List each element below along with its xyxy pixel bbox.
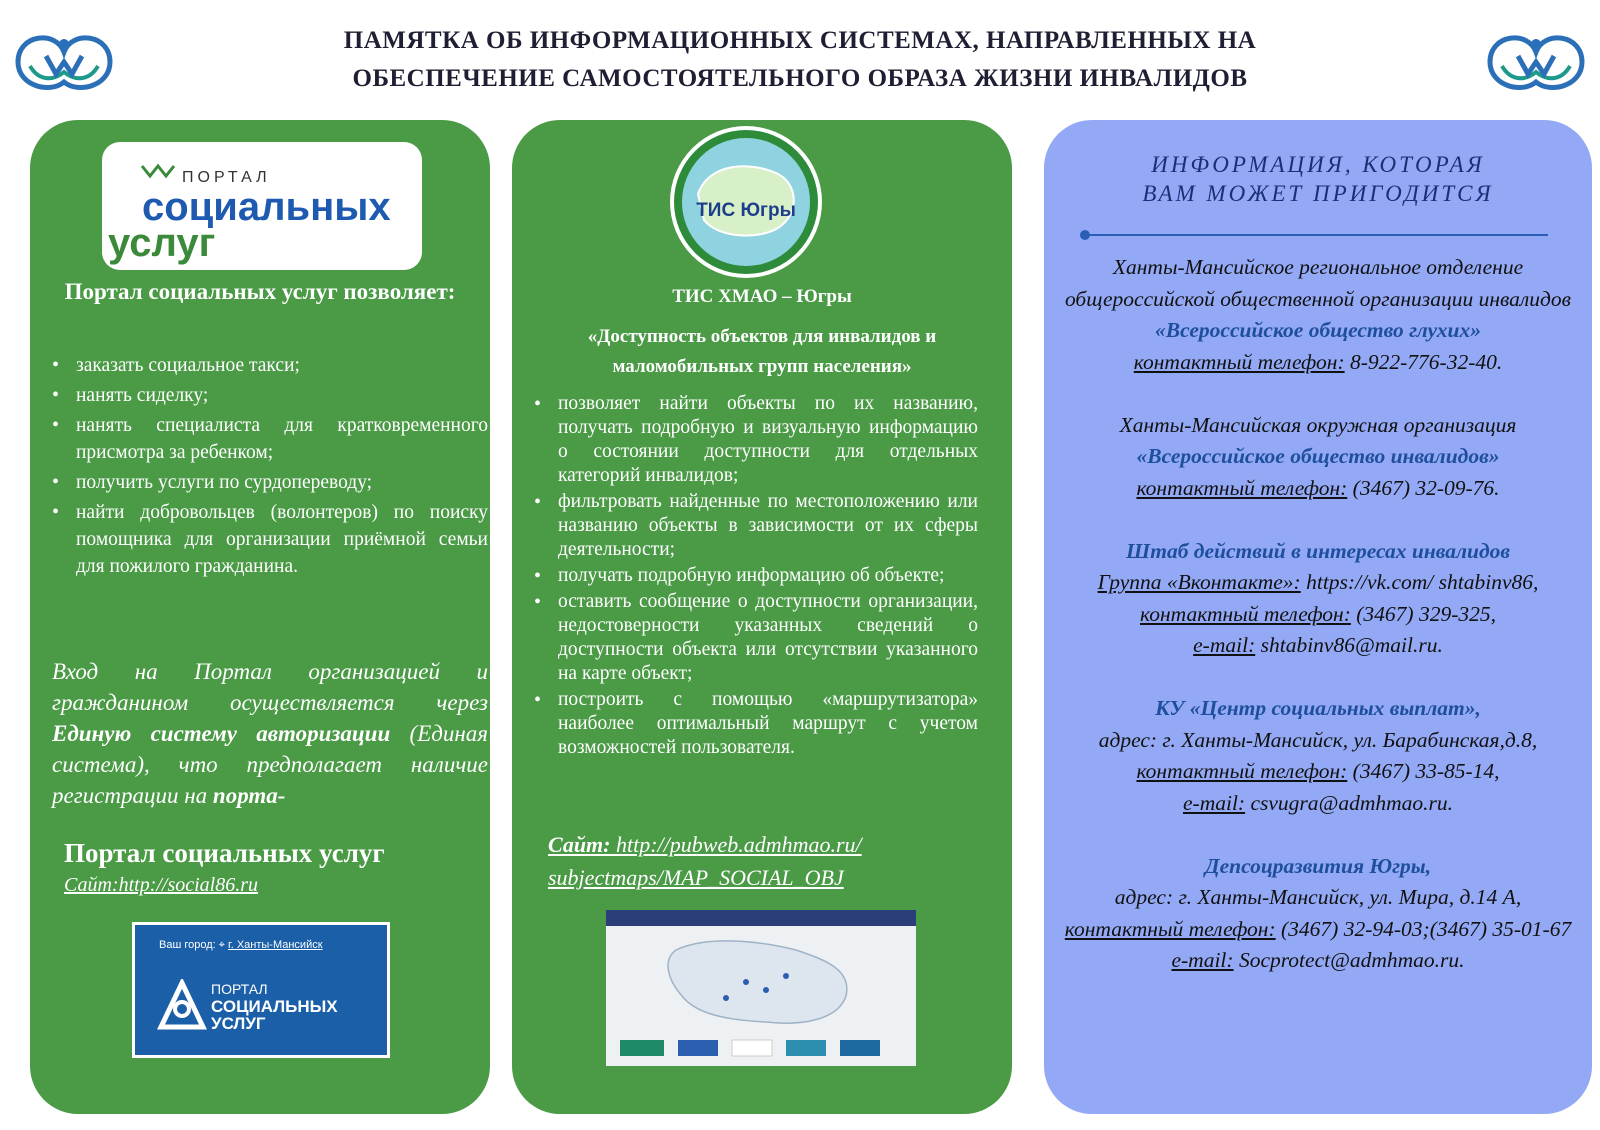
tis-ugra-logo xyxy=(668,124,824,280)
banner-portal-text: ПОРТАЛ СОЦИАЛЬНЫХ УСЛУГ xyxy=(211,981,338,1033)
portal-banner-screenshot xyxy=(132,922,390,1058)
emblem-logo-right xyxy=(1480,22,1592,104)
logo-text-bottom: услуг xyxy=(108,221,216,265)
divider-line xyxy=(1084,234,1548,236)
list-item: • нанять специалиста для кратковременного присмотра за ребенком; xyxy=(52,414,488,463)
social-portal-panel xyxy=(30,120,490,1114)
tis-logo-text: ТИС Югры xyxy=(696,200,796,221)
contact-block-deaf-society: Ханты-Мансийское региональное отделение общероссийской общественной организации инвалидов «Всероссийское общество глухих» контактный телефон: 8-922-776-32-40. xyxy=(1064,255,1572,374)
list-item: • найти добровольцев (волонтеров) по поиску помощника для организации приёмной семьи для пожилого гражданина. xyxy=(52,501,488,577)
email-link[interactable]: Socprotect@admhmao.ru. xyxy=(1233,948,1465,972)
list-item: • фильтровать найденные по местоположению или названию объекты в зависимости от их сферы деятельности; xyxy=(534,491,978,560)
portal-name: Портал социальных услуг xyxy=(64,838,385,868)
email-link[interactable]: csvugra@admhmao.ru. xyxy=(1245,790,1453,815)
contact-block-headquarters: Штаб действий в интересах инвалидов Группа «Вконтакте»: https://vk.com/ shtabinv86, контактный телефон: (3467) 329-325, e-mail: shtabinv86@mail.ru. xyxy=(1097,538,1539,657)
tis-features-list xyxy=(532,392,978,762)
social-portal-logo xyxy=(102,142,422,270)
contact-block-payments-center: КУ «Центр социальных выплат», адрес: г. Ханты-Мансийск, ул. Барабинская,д.8, контактный телефон: (3467) 33-85-14, e-mail: csvugra@admhmao.ru. xyxy=(1098,696,1538,815)
vk-link[interactable]: https://vk.com/ shtabinv86, xyxy=(1300,570,1539,594)
city-selector: Ваш город: ⌖ г. Ханты-Мансийск xyxy=(159,939,323,951)
page-title-line1: ПАМЯТКА ОБ ИНФОРМАЦИОННЫХ СИСТЕМАХ, НАПРАВЛЕННЫХ НА xyxy=(343,27,1257,54)
portal-heading: Портал социальных услуг позволяет: xyxy=(64,279,456,304)
emblem-logo-left xyxy=(8,22,120,104)
portal-triangle-icon xyxy=(157,979,207,1033)
page-title xyxy=(150,22,1450,98)
tis-site-link[interactable]: Сайт: http://pubweb.admhmao.ru/ subjectmaps/MAP_SOCIAL_OBJ xyxy=(548,832,862,890)
useful-info-panel xyxy=(1044,120,1592,1114)
location-icon: ⌖ xyxy=(218,939,225,951)
contact-block-disabled-society: Ханты-Мансийская окружная организация «Всероссийское общество инвалидов» контактный телефон: (3467) 32-09-76. xyxy=(1119,412,1517,500)
logo-text-main: социальных xyxy=(142,185,391,229)
login-note: Вход на Портал организацией и гражданином осуществляется через Единую систему авторизации (Единая система), что предполагает наличие регистрации на порта- xyxy=(52,659,488,808)
tis-subheading: «Доступность объектов для инвалидов и маломобильных групп населения» xyxy=(587,326,937,377)
contacts-list xyxy=(1050,252,1586,1008)
list-item: • построить с помощью «маршрутизатора» наиболее оптимальный маршрут с учетом возможностей пользователя. xyxy=(534,689,978,758)
list-item: • позволяет найти объекты по их названию, получать подробную и визуальную информацию о состоянии доступности для отдельных категорий инвалидов; xyxy=(534,393,978,486)
tis-panel xyxy=(512,120,1012,1114)
page-title-line2: ОБЕСПЕЧЕНИЕ САМОСТОЯТЕЛЬНОГО ОБРАЗА ЖИЗНИ ИНВАЛИДОВ xyxy=(352,65,1248,92)
info-heading: ИНФОРМАЦИЯ, КОТОРАЯ ВАМ МОЖЕТ ПРИГОДИТСЯ xyxy=(1142,152,1494,206)
contact-block-depsoc: Депсоцразвития Югры, адрес: г. Ханты-Мансийск, ул. Мира, д.14 А, контактный телефон: (3467) 32-94-03;(3467) 35-01-67 e-mail: Socprotect@admhmao.ru. xyxy=(1064,853,1572,972)
tis-heading: ТИС ХМАО – Югры xyxy=(672,286,852,307)
list-item: • получить услуги по сурдопереводу; xyxy=(52,471,373,493)
tis-map-screenshot xyxy=(606,910,916,1066)
list-item: • заказать социальное такси; xyxy=(52,354,300,376)
list-item: • нанять сиделку; xyxy=(52,384,209,406)
list-item: • оставить сообщение о доступности организации, недостоверности указанных сведений о доступности объекта или отсутствии указанного на карте объект; xyxy=(534,591,978,684)
list-item: • получать подробную информацию об объекте; xyxy=(534,565,945,587)
logo-text-portal: ПОРТАЛ xyxy=(182,169,271,186)
portal-features-list xyxy=(50,352,488,583)
email-link[interactable]: shtabinv86@mail.ru. xyxy=(1255,633,1443,657)
portal-site-link[interactable]: Сайт:http://social86.ru xyxy=(64,874,259,896)
